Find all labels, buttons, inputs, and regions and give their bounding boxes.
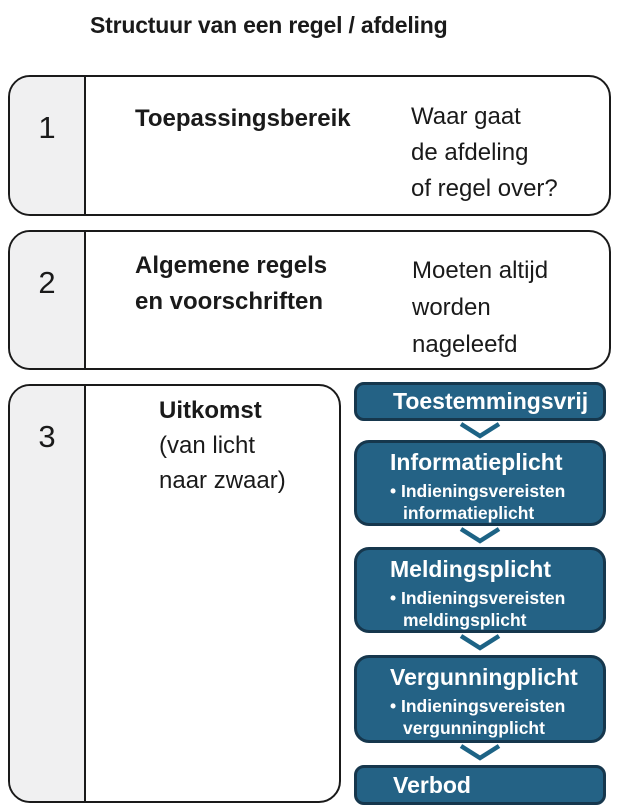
flow-stage-informatieplicht [354,440,606,526]
stage-label: Informatieplicht [390,449,563,475]
row-label: Uitkomst (van licht naar zwaar) [159,397,286,494]
row-algemene-regels [8,230,611,370]
row-content [86,232,609,368]
flow-stage-toestemmingsvrij [354,382,606,421]
row-number-cell [10,232,86,368]
stage-label: Vergunningplicht [390,664,578,690]
stage-bullets: • Indieningsvereisten meldingsplicht [357,587,603,631]
diagram-title: Structuur van een regel / afdeling [90,12,448,38]
row-content [86,77,609,214]
stage-label: Verbod [393,771,471,798]
flow-stage-verbod [354,765,606,805]
chevron-down-icon [459,422,501,439]
row-uitkomst [8,384,341,803]
stage-bullets: • Indieningsvereisten informatieplicht [357,480,603,524]
row-number: 2 [38,265,56,300]
row-number: 1 [38,110,56,145]
row-description: Waar gaat de afdeling of regel over? [411,103,558,202]
stage-bullets: • Indieningsvereisten vergunningplicht [357,695,603,739]
chevron-down-icon [459,744,501,761]
row-number-cell [10,386,86,801]
row-toepassingsbereik [8,75,611,216]
row-number-cell [10,77,86,214]
row-label: Algemene regels en voorschriften [135,252,328,315]
flow-stage-meldingsplicht [354,547,606,633]
row-content [86,386,339,801]
stage-label: Meldingsplicht [390,556,551,582]
row-description: Moeten altijd worden nageleefd [412,257,549,358]
flow-stage-vergunningplicht [354,655,606,743]
row-label: Toepassingsbereik [135,105,351,132]
stage-label: Toestemmingsvrij [393,388,589,414]
chevron-down-icon [459,527,501,544]
chevron-down-icon [459,634,501,651]
row-number: 3 [38,419,56,454]
